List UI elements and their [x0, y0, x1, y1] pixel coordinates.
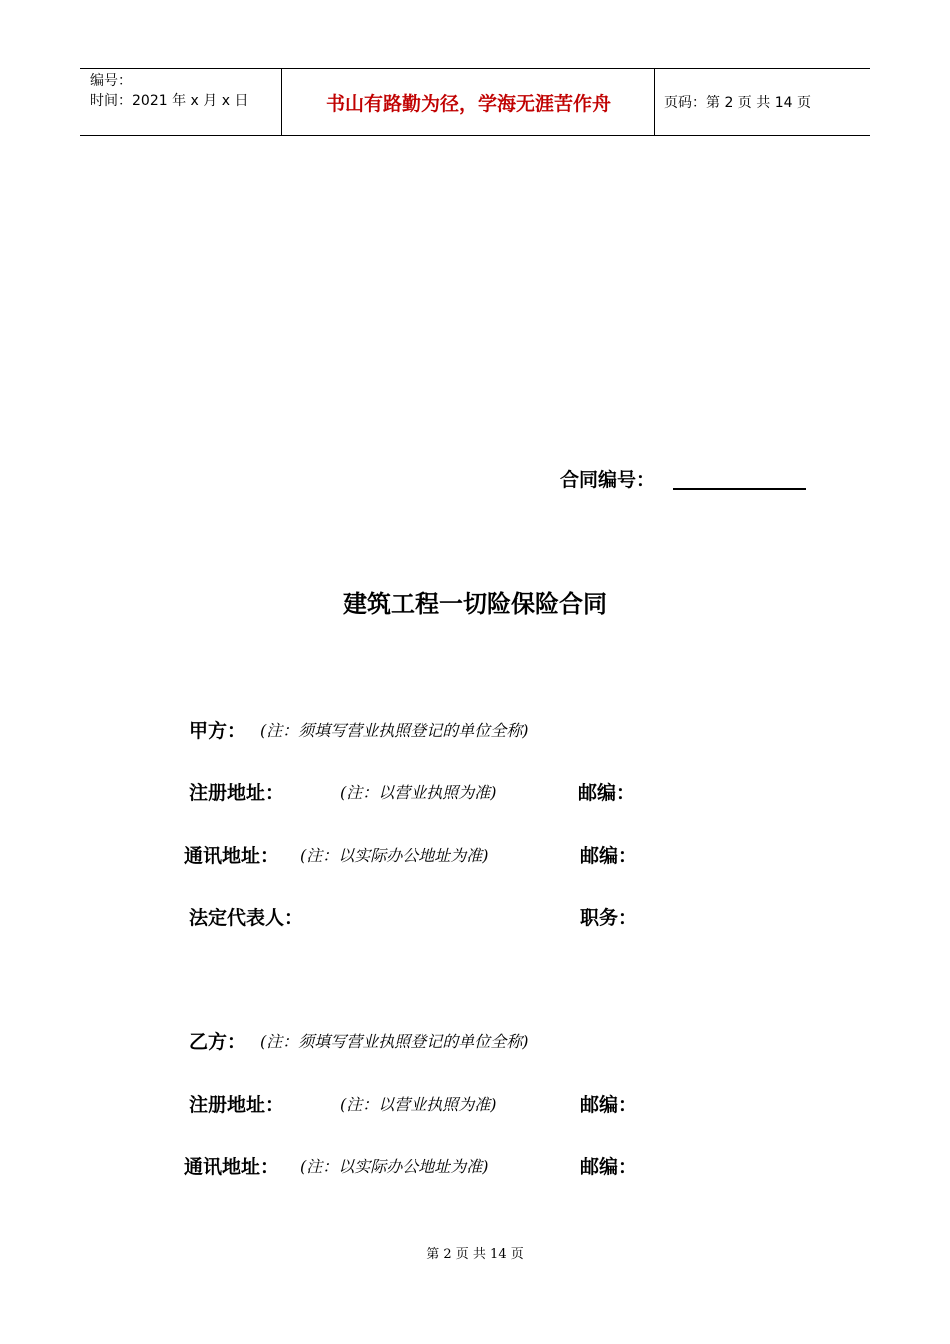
party-b-mail-address-label: 通讯地址： — [184, 1156, 280, 1178]
contract-number-blank — [673, 488, 806, 490]
page-header — [80, 68, 870, 136]
header-motto: 书山有路勤为径，学海无涯苦作舟 — [325, 93, 611, 115]
party-a-mail-address-label: 通讯地址： — [184, 845, 280, 867]
party-a-mail-postcode-label: 邮编： — [580, 845, 638, 867]
header-number-label: 编号： — [90, 73, 132, 89]
contract-number-label: 合同编号： — [560, 469, 656, 491]
party-a-name-note: (注：须填写营业执照登记的单位全称) — [260, 721, 529, 740]
document-title: 建筑工程一切险保险合同 — [343, 590, 607, 618]
party-a-position-label: 职务： — [580, 907, 638, 929]
party-b-mail-postcode-label: 邮编： — [580, 1156, 638, 1178]
party-a-label: 甲方： — [189, 720, 247, 742]
party-b-name-note: (注：须填写营业执照登记的单位全称) — [260, 1032, 529, 1051]
page-footer: 第 2 页 共 14 页 — [426, 1247, 524, 1262]
party-a-reg-postcode-label: 邮编： — [578, 782, 636, 804]
party-b-reg-address-label: 注册地址： — [189, 1094, 285, 1116]
party-b-mail-address-note: (注：以实际办公地址为准) — [300, 1157, 489, 1176]
party-a-reg-address-label: 注册地址： — [189, 782, 285, 804]
header-page-info: 页码：第 2 页 共 14 页 — [664, 95, 811, 111]
party-b-reg-postcode-label: 邮编： — [580, 1094, 638, 1116]
party-a-legal-rep-label: 法定代表人： — [189, 907, 304, 929]
header-date: 时间：2021 年 x 月 x 日 — [90, 93, 249, 109]
party-b-label: 乙方： — [189, 1031, 247, 1053]
party-b-reg-address-note: (注：以营业执照为准) — [340, 1095, 497, 1114]
party-a-reg-address-note: (注：以营业执照为准) — [340, 783, 497, 802]
party-a-mail-address-note: (注：以实际办公地址为准) — [300, 846, 489, 865]
header-meta — [90, 71, 248, 111]
